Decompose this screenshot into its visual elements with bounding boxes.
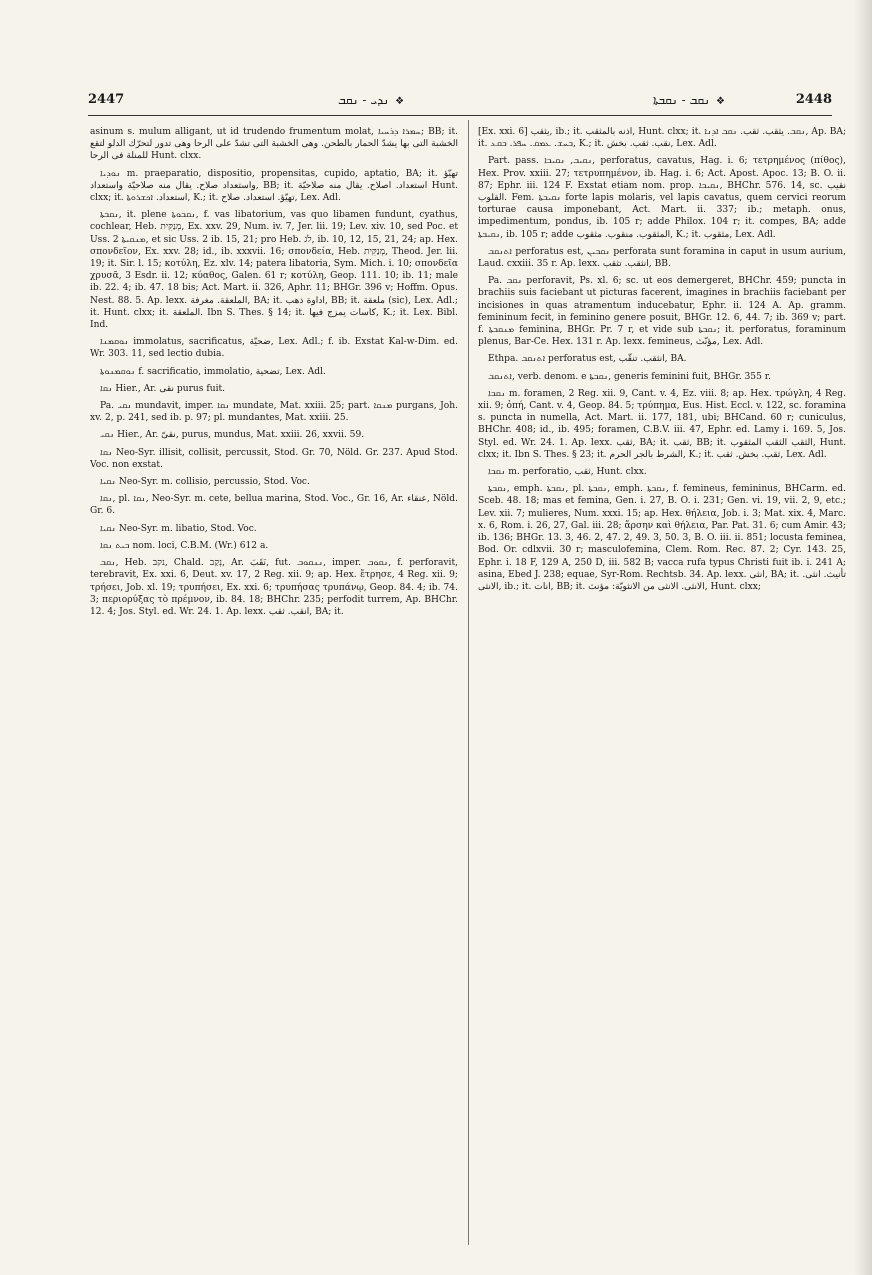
dictionary-entry: ܢܩܒܐ m. foramen, 2 Reg. xii. 9, Cant. v. 4, Ez. viii. 8; ap. Hex. τρώγλη, 4 Reg. xii. 9; ὀπή, Cant. v. 4, Geop. 84. 5; τρύπημα, Eus. Hist. Eccl. v. 122, sc. foramina s. puncta in numella, Act. Mart. ii. 177, 181, ubi; BHCand. 60 r; cuniculus, BHChr. 408; id., ib. 495; foramen, C.B.V. iii. 47, Ephr. ed. Lamy i. 169. 5, Jos. Styl. ed. Wr. 24. 1. Ap. lexx. ثقب, BA; it. ثقب, BB; it. الثقب الثقب المثقوب, Hunt. clxx; it. Ibn S. Thes. § 23; it. الشرط بالجر الحرم, K.; it. ثقب. بخش. ثقب, Lex. Adl. bbox=[478, 388, 846, 460]
dictionary-entry: ܢܩܒܬܐ, emph. ܢܩܒܬܐ, pl. ܢܩܒܬܐ, emph. ܢܩܒܬܐ, f. femineus, femininus, BHCarm. ed. Sceb. 48. 18; mas et femina, Gen. i. 27, B. O. i. 231; Gen. vi. 19, vii. 2, 9, etc.; Lev. xii. 7; mulieres, Num. xxxi. 15; ap. Hex. θήλεια, Job. i. 3; Mat. xix. 4, Marc. x. 6, Rom. i. 26, 27, Gal. iii. 28; ἄρσην καὶ θήλεια, Par. Pat. 31. 6; cum Amir. 43; ib. 136; BHGr. 13. 3, 46. 2, 47. 2, 49. 3, 50. 3, B. O. iii. ii. 851; locusta feminea, Bod. Or. cdlxvii. 30 r; masculofemina, Clem. Rom. Rec. 87. 2; Cyr. 143. 25, Ephr. i. 18 F, 129 A, 250 D, iii. 582 B; vacca rufa typus Christi fuit ib. i. 241 A; asina, Ebed J. 238; equae, Syr-Rom. Rechtsb. 34. Ap. lexx. انثى, BA; it. تأنيث. انثى. الانثى, ib.; it. انات, BB; it. الانثى. الانثى من الانثويّة: مؤنث, Hunt. clxx; bbox=[478, 484, 846, 592]
header-rule bbox=[88, 115, 832, 116]
dictionary-entry: Part. pass. ܢܩܝܒ, ܢܩܝܒܐ, perforatus, cavatus, Hag. i. 6; τετρημένος (πίθος), Hex. Prov. xxiii. 27; τετρυπημένον, ib. Hag. i. 6; Act. Apost. Apoc. 13; B. O. ii. 87; Ephr. iii. 124 F. Exstat etiam nom. prop. ܢܩܝܒܐ, BHChr. 576. 14, sc. نقيب القلوب. Fem. ܢܩܝܒܬܐ forte lapis molaris, vel lapis cavatus, quem cervici reorum torturae causa imponebant, Act. Mart. ii. 337; ib.; metaph. onus, impedimentum, pondus, ib. 105 r; adde Philox. 104 r; it. compes, BA; adde ܢܩܝܒܬܐ, ib. 105 r; adde المثقوب. منقوب. مثقوب, K.; it. مثقوب, Lex. Adl. bbox=[478, 156, 846, 240]
header-ornament-icon: ❖ bbox=[716, 96, 726, 107]
dictionary-entry: asinum s. mulum alligant, ut id trudendo frumentum molat, ܚܡܪܐ ܕܪܚܝܐ; BB; it. الخشبة التى بها يشدّ الحمار بالطحن. وهى الخشبة التى تشدّ على الرحا وهى تدور لتحرّك الدلو لتقع للمنلة فى الرحا Hunt. clxx. bbox=[90, 127, 458, 162]
running-head-right: ❖ܢܩܒ - ܢܩܒܬܐ bbox=[653, 93, 731, 108]
dictionary-entry: ܢܘܕܝܐ m. praeparatio, dispositio, propensitas, cupido, aptatio, BA; it. تهيّؤ واستعداد صلاح. يقال منه صلاحيّة واستعداد, BB; it. استعداد. اصلاح. يقال منه صلاحيّة Hunt. clxx; it. استعداد. ܐܟܫܪܘܬܐ, K.; it. تهيّؤ. استعداد. صلاح, Lex. Adl. bbox=[90, 168, 458, 204]
dictionary-entry: ܢܩܐ Hier., Ar. نقى purus fuit. bbox=[100, 383, 226, 394]
dictionary-entry: ܢܩܐ, pl. ܢܩܐ, Neo-Syr. m. cete, bellua marina, Stod. Voc., Gr. 16, Ar. عنقاء, Nöld. Gr. 6. bbox=[90, 494, 458, 517]
dictionary-entry: ܒܝܬ ܢܩܐ nom. loci, C.B.M. (Wr.) 612 a. bbox=[100, 540, 269, 551]
dictionary-entry: ܐܬܢܩܒ perforatus est, ܢܩܒܝܢ perforata sunt foramina in caput in usum aurium, Laud. cxxiii. 35 r. Ap. lexx. انثقب. تثقب, BB. bbox=[478, 246, 846, 270]
dictionary-entry: ܢܘܩܡܢܘܬܐ f. sacrificatio, immolatio, تضحية, Lex. Adl. bbox=[100, 366, 326, 377]
running-head-left: ❖ܢܕܝ - ܢܩܒ bbox=[338, 93, 410, 108]
dictionary-entry: Pa. ܢܩܒ perforavit, Ps. xl. 6; sc. ut eos demergeret, BHChr. 459; puncta in brachiis suis faciebant ut picturas facerent, imagines in brachiis faciebant per incisiones in quas atramentum inducebatur, Ephr. ii. 124 A. Ap. gramm. femininum fecit, in feminino genere posuit, BHGr. 12. 6, 44. 7; ib. 369 v; part. f. ܡܢܩܒܬܐ feminina, BHGr. Pr. 7 r, et vide sub ܢܩܒܬܐ; it. perforatus, foraminum plenus, Bar-Ce. Hex. 131 r. Ap. lexx. femineus, مؤنّث, Lex. Adl. bbox=[478, 276, 846, 348]
right-column bbox=[478, 126, 846, 1241]
column-divider bbox=[468, 120, 469, 1245]
dictionary-entry: ܢܩܒ, Heb. נקב, Chald. נְקַב, Ar. نَقَبَ, fut. ܢܢܩܘܒ, imper. ܢܩܘܒ, f. perforavit, terebravit, Ex. xxi. 6, Deut. xv. 17, 2 Reg. xii. 9; ap. Hex. ἔτρησε, 4 Reg. xii. 9; τρήσει, Job. xl. 19; τρυπήσει, Ex. xxi. 6; τρυπήσας τρυπάνῳ, Geop. 84. 4; ib. 74. 3; περιορύξας τὸ πρέμνον, ib. 84. 18; BHChr. 235; perfodit turrem, Ap. BHChr. 12. 4; Jos. Styl. ed. Wr. 24. 1. Ap. lexx. انقب. ثقب, BA; it. bbox=[90, 558, 458, 617]
dictionary-entry: ܢܘܩܡܢܐ immolatus, sacrificatus, ضحيّة, Lex. Adl.; f. ib. Exstat Kal-w-Dim. ed. Wr. 303. 11, sed lectio dubia. bbox=[90, 337, 458, 360]
dictionary-entry: ܢܩܝ Hier., Ar. نقىّ, purus, mundus, Mat. xxiii. 26, xxvii. 59. bbox=[100, 430, 365, 441]
dictionary-entry: ܢܩܐ Neo-Syr. illisit, collisit, percussit, Stod. Gr. 70, Nöld. Gr. 237. Apud Stod. Voc. non exstat. bbox=[90, 447, 458, 470]
dictionary-entry: Ethpa. ܐܬܢܩܒ perforatus est, انثقب. تنقّب, BA. bbox=[488, 354, 687, 365]
dictionary-entry: ܢܩܝܐ Neo-Syr. m. libatio, Stod. Voc. bbox=[100, 523, 257, 534]
page-number-left: 2447 bbox=[88, 92, 125, 107]
dictionary-entry: ܢܩܒܐ m. perforatio, ثقب, Hunt. clxx. bbox=[488, 467, 647, 478]
page-header bbox=[88, 92, 832, 112]
binding-shadow bbox=[854, 0, 872, 1275]
dictionary-entry: [Ex. xxi. 6] يثقب, ib.; it. اذنه بالمثقب, Hunt. clxx; it. ܢܩܒ. يثقب. ثقب. ܢܩܒ ܐܕܢܐ, Ap. BA; it. ܒܚܫ. ܥܡܩ. ܚܦܪ. ܒܩܥ, K.; it. نقب. ثقب. بخش, Lex. Adl. bbox=[478, 127, 846, 150]
dictionary-entry: ܢܩܝܐ Neo-Syr. m. collisio, percussio, Stod. Voc. bbox=[100, 477, 310, 488]
header-ornament-icon: ❖ bbox=[395, 96, 405, 107]
dictionary-entry: ܢܩܒܬܐ, it. plene ܢܩܒܘܬܐ, f. vas libatorium, vas quo libamen fundunt, cyathus, cochlear, Heb. מְנַקִּית, Ex. xxv. 29, Num. iv. 7, Jer. lii. 19; Lev. xiv. 10, sed Poc. et Uss. 2 ܡܢܩܝܬܐ, et sic Uss. 2 ib. 15, 21; pro Heb. לֹג, ib. 10, 12, 15, 21, 24; ap. Hex. σπονδεῖον, Ex. xxv. 28; id., ib. xxxvii. 16; σπονδεία, Heb. מְנַקִּית, Theod. Jer. lii. 19; it. Sir. l. 15; κοτύλη, Ez. xlv. 14; patera libatoria, Sym. Mich. i. 10; σπονδεῖα χρυσᾶ, 3 Esdr. ii. 12; κύαθος, Galen. 61 r; κοτύλη, Geop. 111. 10; ib. 11; male ib. 22. 4; ib. 47. 18 bis; Act. Mart. ii. 326, Aphr. 11; BHGr. 396 v; Hoffm. Opus. Nest. 88. 5. Ap. lexx. الملعقة. مغرفة, BA; it. اداوة ذهب, BB; it. ملعقة (sic), Lex. Adl.; it. Hunt. clxx; it. الملعقة. Ibn S. Thes. § 14; it. كاسات يمزج فيها, K.; it. Lex. Bibl. Ind. bbox=[90, 210, 458, 331]
dictionary-entry: Pa. ܢܩܝ mundavit, imper. ܢܩܐ mundate, Mat. xxiii. 25; part. ܡܢܩܐ purgans, Joh. xv. 2, p. 241, sed ib. p. 97; pl. mundantes, Mat. xxiii. 25. bbox=[90, 401, 458, 424]
page-number-right: 2448 bbox=[795, 92, 832, 107]
left-column bbox=[90, 126, 458, 1241]
dictionary-entry: ܐܬܢܩܒ, verb. denom. e ܢܩܒܬܐ, generis feminini fuit, BHGr. 355 r. bbox=[488, 371, 771, 382]
